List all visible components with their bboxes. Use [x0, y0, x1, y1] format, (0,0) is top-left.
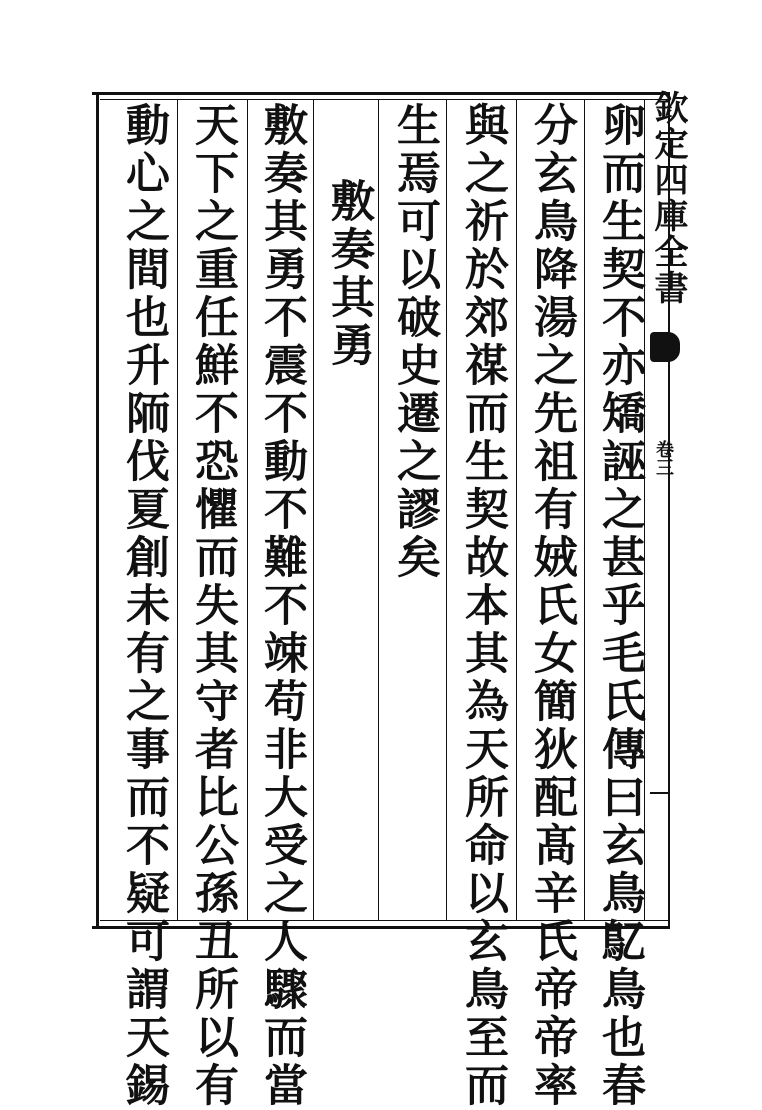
column-divider — [177, 99, 178, 921]
text-column-7: 天下之重任鮮不恐懼而失其守者比公孫丑所以有 — [187, 102, 238, 1110]
column-divider — [378, 99, 379, 921]
text-column-2: 分玄鳥降湯之先祖有娀氏女簡狄配髙辛氏帝帝率 — [526, 102, 577, 1110]
section-heading: 敷奏其勇 — [323, 178, 374, 370]
text-column-1: 卵而生契不亦矯誣之甚乎毛氏傳曰玄鳥鳦鳥也春 — [594, 102, 645, 1110]
column-divider — [446, 99, 447, 921]
text-column-4: 生焉可以破史遷之謬矣 — [389, 102, 440, 582]
column-divider — [584, 99, 585, 921]
column-divider — [516, 99, 517, 921]
fish-tail-mark-icon — [650, 332, 680, 362]
top-border-rule — [92, 92, 670, 95]
left-border-rule — [96, 95, 99, 927]
book-title-margin: 欽定四庫全書 — [648, 90, 688, 306]
column-divider — [313, 99, 314, 921]
volume-label: 卷三 — [653, 440, 674, 476]
margin-tick-mark — [650, 792, 670, 794]
text-column-8: 動心之間也升陑伐夏創未有之事而不疑可謂天錫 — [118, 102, 169, 1110]
text-column-6: 敷奏其勇不震不動不難不竦苟非大受之人驟而當 — [256, 102, 307, 1110]
column-divider — [247, 99, 248, 921]
bottom-border-rule — [92, 926, 670, 929]
text-column-3: 與之祈於郊禖而生契故本其為天所命以玄鳥至而 — [457, 102, 508, 1110]
